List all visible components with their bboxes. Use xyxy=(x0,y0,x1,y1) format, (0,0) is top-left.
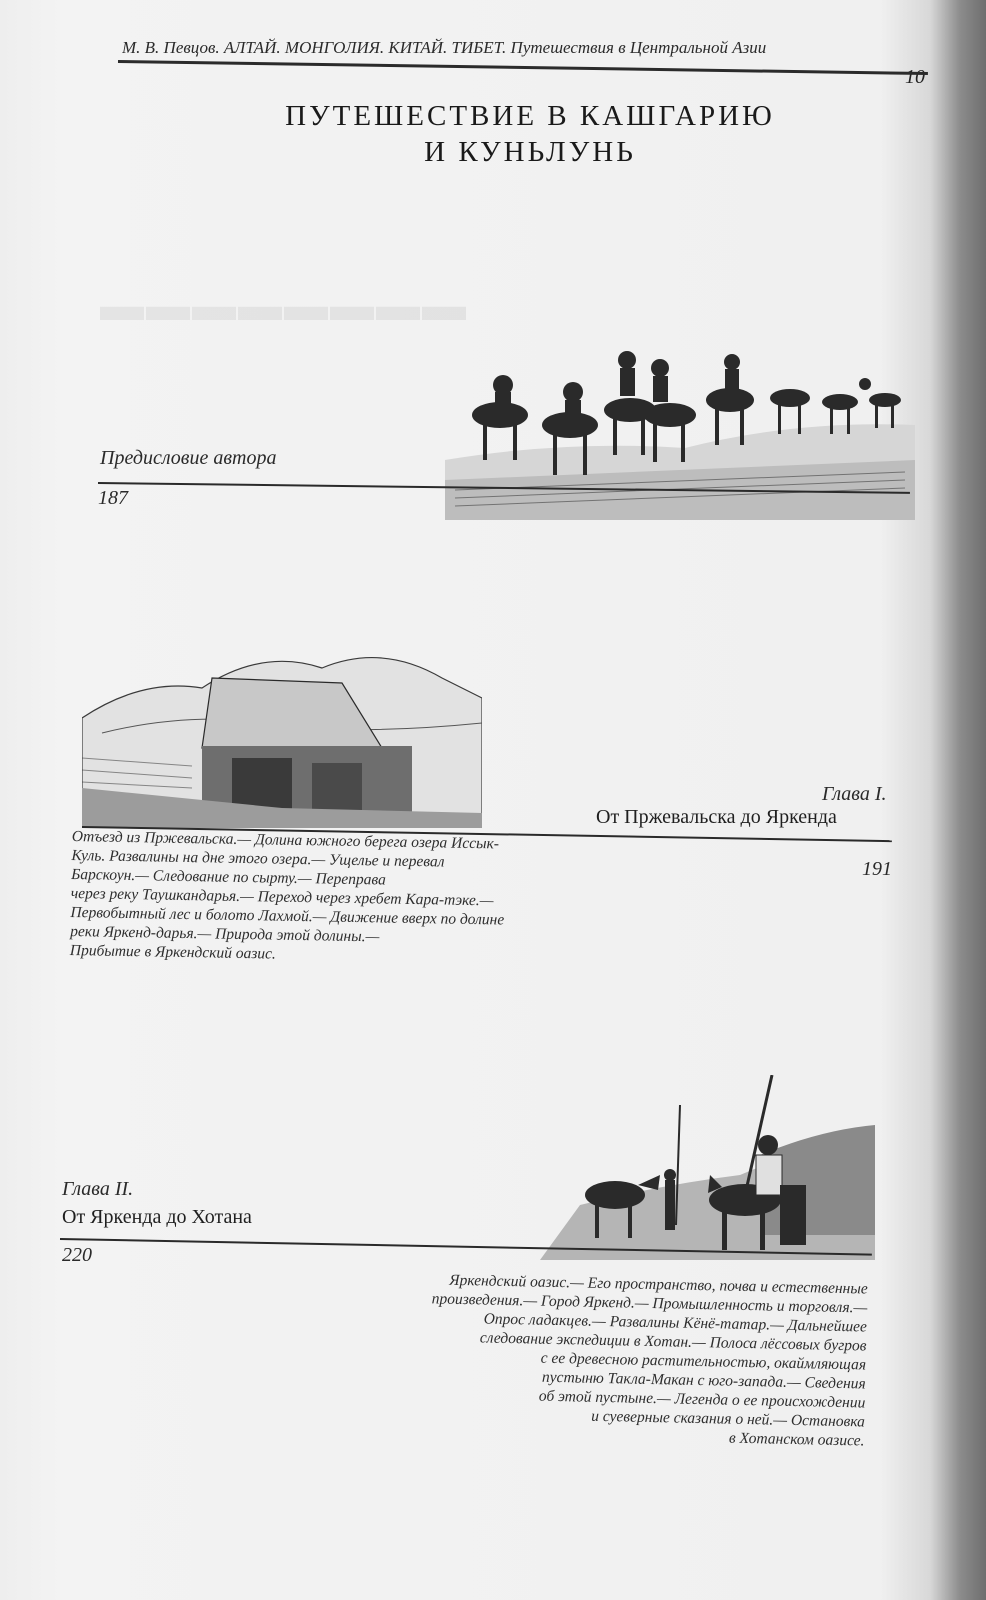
chapter1-summary-line: Куль. Развалины на дне этого озера.— Ущелье и перевал xyxy=(71,846,445,871)
chapter2-summary-line: произведения.— Город Яркенд.— Промышленность и торговля.— xyxy=(431,1290,868,1317)
chapter1-title: От Пржевальска до Яркенда xyxy=(596,806,837,828)
chapter2-summary-line: пустыню Такла-Макан с юго-запада.— Сведения xyxy=(541,1368,866,1393)
show-through-text: ▬▬▬▬▬▬▬▬ xyxy=(100,281,468,330)
chapter1-page: 191 xyxy=(862,858,892,880)
preface-page: 187 xyxy=(98,487,128,509)
chapter2-summary-line: следование экспедиции в Хотан.— Полоса лёссовых бугров xyxy=(479,1329,867,1355)
preface-label: Предисловие автора xyxy=(100,447,277,469)
chapter1-summary-line: реки Яркенд-дарья.— Природа этой долины.— xyxy=(70,922,380,946)
chapter2-summary-line: в Хотанском оазисе. xyxy=(728,1429,865,1450)
chapter2-summary-line: Опрос ладакцев.— Развалины Кёнё-татар.— Дальнейшее xyxy=(483,1310,868,1336)
chapter2-summary xyxy=(314,1268,867,1450)
running-head-rule xyxy=(118,60,928,75)
chapter2-summary-line: с ее древесною растительностью, окаймляющая xyxy=(540,1349,867,1374)
chapter1-summary-line: Прибытие в Яркендский оазис. xyxy=(69,941,277,963)
page-number: 10 xyxy=(905,66,925,88)
chapter2-title: От Яркенда до Хотана xyxy=(62,1206,252,1228)
running-head: М. В. Певцов. АЛТАЙ. МОНГОЛИЯ. КИТАЙ. ТИБЕТ. Путешествия в Центральной Азии xyxy=(122,38,767,57)
chapter1-summary-line: Отъезд из Пржевальска.— Долина южного берега озера Иссык- xyxy=(71,827,500,853)
chapter2-summary-line: Яркендский оазис.— Его пространство, почва и естественные xyxy=(449,1271,868,1298)
chapter2-number: Глава II. xyxy=(62,1178,134,1200)
horsemen-engraving xyxy=(540,1075,875,1260)
chapter2-summary-line: об этой пустыне.— Легенда о ее происхождении xyxy=(538,1387,866,1412)
section-title-line-1: ПУТЕШЕСТВИЕ В КАШГАРИЮ xyxy=(285,100,775,132)
chapter1-summary-line: Первобытный лес и болото Лахмой.— Движение вверх по долине xyxy=(70,903,505,929)
chapter1-summary-line: Барскоун.— Следование по сырту.— Переправа xyxy=(71,865,387,889)
section-title-line-2: И КУНЬЛУНЬ xyxy=(424,136,636,168)
chapter2-summary-line: и суеверные сказания о ней.— Остановка xyxy=(591,1407,866,1431)
chapter2-page: 220 xyxy=(62,1244,92,1266)
mountain-ruins-engraving xyxy=(82,638,482,828)
section-title xyxy=(200,98,860,170)
chapter1-number: Глава I. xyxy=(822,783,887,805)
chapter1-summary xyxy=(70,827,632,970)
chapter1-summary-line: через реку Таушкандарья.— Переход через хребет Кара-тэке.— xyxy=(70,884,494,910)
